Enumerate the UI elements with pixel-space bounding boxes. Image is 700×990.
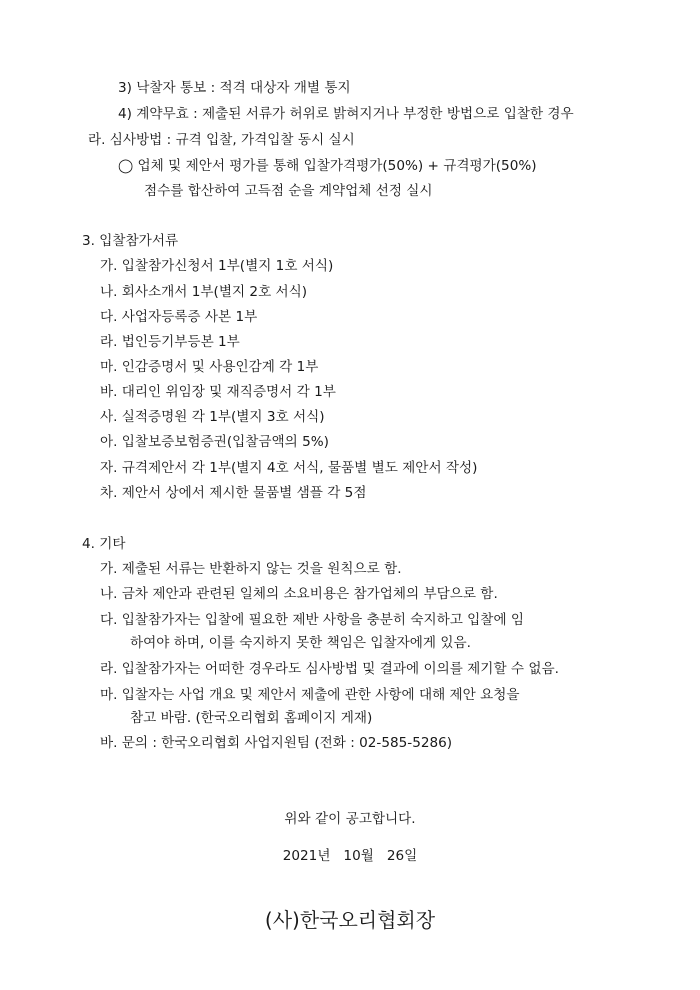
list-item: 차. 제안서 상에서 제시한 물품별 샘플 각 5점 (100, 485, 367, 501)
list-item: 가. 입찰참가신청서 1부(별지 1호 서식) (100, 258, 334, 274)
list-item: 다. 입찰참가자는 입찰에 필요한 제반 사항을 충분히 숙지하고 입찰에 임 (100, 612, 525, 628)
list-item-continuation: 하여야 하며, 이를 숙지하지 못한 책임은 입찰자에게 있음. (130, 635, 471, 651)
announcement-date: 2021년 10월 26일 (282, 848, 418, 864)
list-item: 아. 입찰보증보험증권(입찰금액의 5%) (100, 434, 329, 450)
list-item: 사. 실적증명원 각 1부(별지 3호 서식) (100, 409, 325, 425)
list-item: 라. 입찰참가자는 어떠한 경우라도 심사방법 및 결과에 이의를 제기할 수 없음. (100, 661, 559, 677)
list-item: 나. 회사소개서 1부(별지 2호 서식) (100, 284, 308, 300)
review-method-detail-1: ◯ 업체 및 제안서 평가를 통해 입찰가격평가(50%) + 규격평가(50%) (118, 158, 537, 174)
list-item: 나. 금차 제안과 관련된 일체의 소요비용은 참가업체의 부담으로 함. (100, 586, 498, 602)
announcement-text: 위와 같이 공고합니다. (284, 811, 416, 827)
list-item: 가. 제출된 서류는 반환하지 않는 것을 원칙으로 함. (100, 561, 402, 577)
signer-name: (사)한국오리협회장 (264, 908, 436, 932)
list-item: 라. 법인등기부등본 1부 (100, 334, 240, 350)
contract-void-item: 4) 계약무효 : 제출된 서류가 허위로 밝혀지거나 부정한 방법으로 입찰한 경우 (118, 106, 574, 122)
list-item: 다. 사업자등록증 사본 1부 (100, 309, 258, 325)
list-item: 바. 대리인 위임장 및 재직증명서 각 1부 (100, 384, 336, 400)
list-item-continuation: 참고 바람. (한국오리협회 홈페이지 게재) (130, 710, 373, 726)
review-method-detail-2: 점수를 합산하여 고득점 순을 계약업체 선정 실시 (144, 183, 433, 199)
review-method-heading: 라. 심사방법 : 규격 입찰, 가격입찰 동시 실시 (88, 132, 355, 148)
list-item: 마. 인감증명서 및 사용인감계 각 1부 (100, 359, 319, 375)
winner-notice-item: 3) 낙찰자 통보 : 적격 대상자 개별 통지 (118, 80, 351, 96)
section-4-title: 4. 기타 (82, 536, 126, 552)
contact-info-item: 바. 문의 : 한국오리협회 사업지원팀 (전화 : 02-585-5286) (100, 735, 453, 751)
list-item: 마. 입찰자는 사업 개요 및 제안서 제출에 관한 사항에 대해 제안 요청을 (100, 687, 520, 703)
list-item: 자. 규격제안서 각 1부(별지 4호 서식, 물품별 별도 제안서 작성) (100, 460, 478, 476)
section-3-title: 3. 입찰참가서류 (82, 233, 179, 249)
